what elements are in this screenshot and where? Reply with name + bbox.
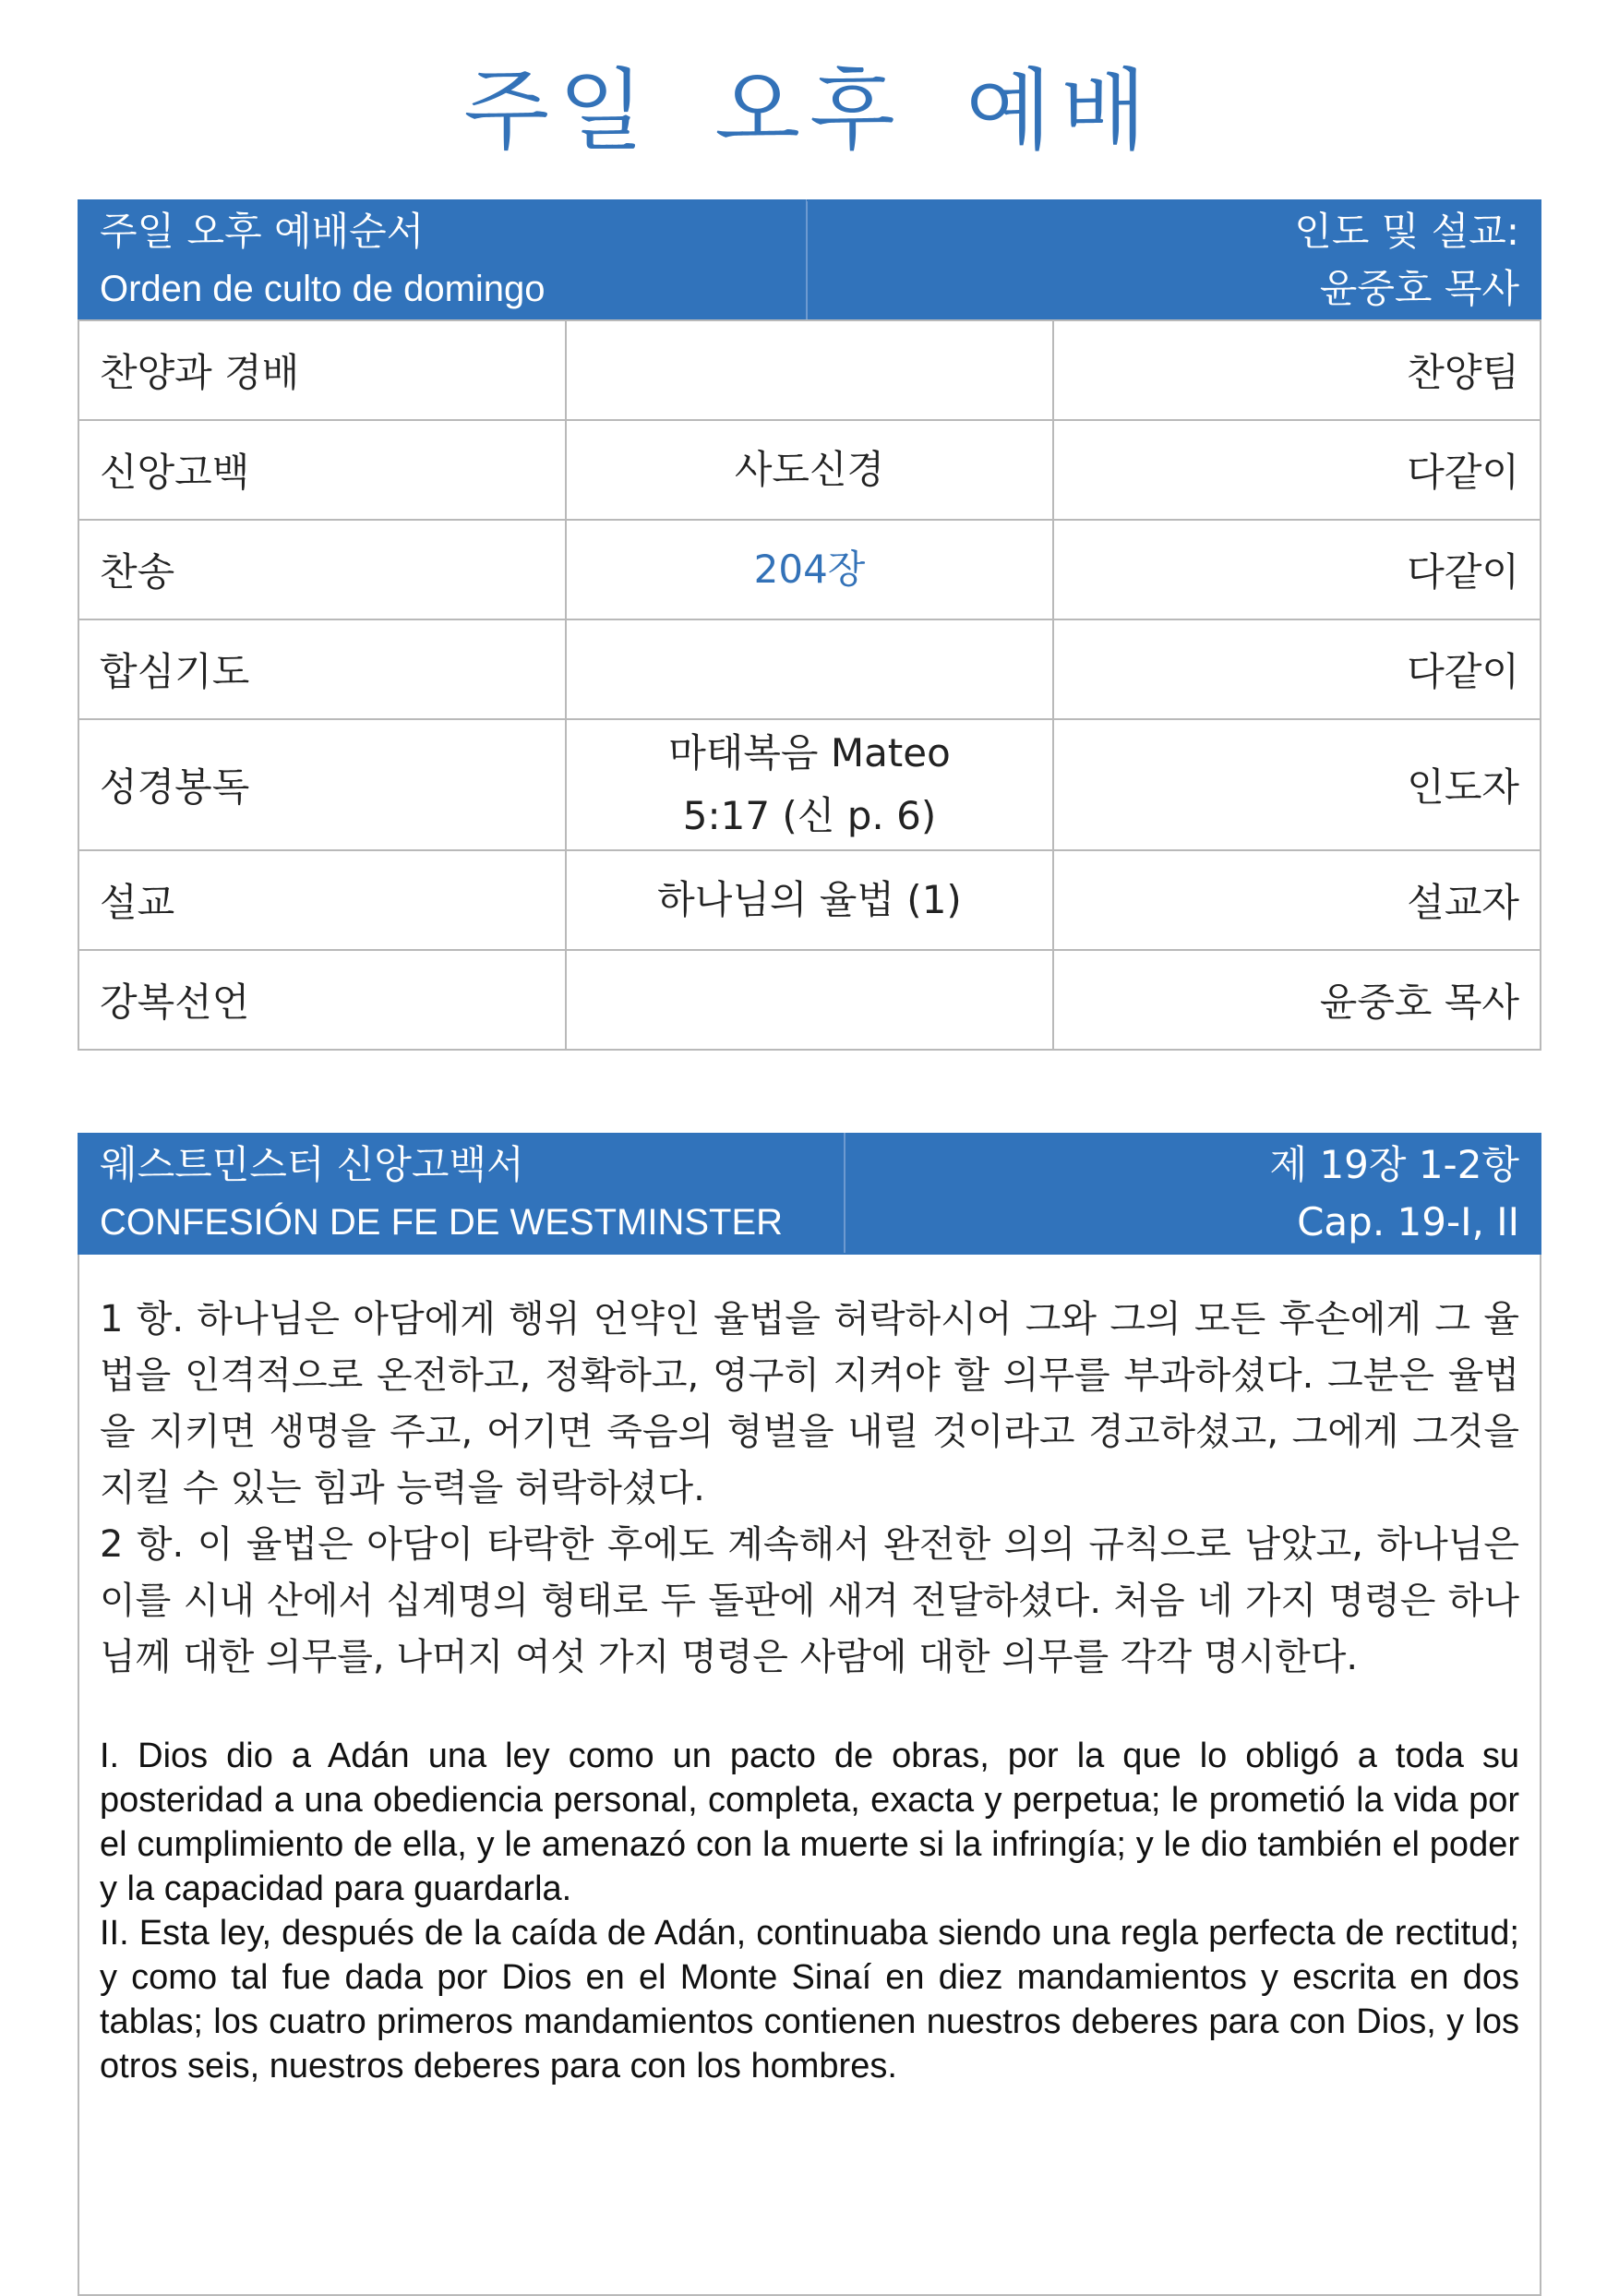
scripture-line-1: 마태복음 Mateo [668,730,951,775]
order-item: 강복선언 [78,950,566,1050]
order-item: 찬양과 경배 [78,320,566,420]
order-title-ko: 주일 오후 예배순서 [100,209,425,254]
order-by: 다같이 [1053,619,1541,719]
order-item: 설교 [78,850,566,950]
order-header-right [807,200,1541,320]
confession-es-paragraph-2: II. Esta ley, después de la caída de Adán, continuaba siendo una regla perfecta de rectitud; y como tal fue dada por Dios en el Monte Sinaí en diez mandamientos y escrita en dos tablas; los cuatro primeros mandamientos contienen nuestros deberes para con Dios, y los otros seis, nuestros deberes para con los hombres. [100,1914,1519,2086]
order-detail [566,320,1053,420]
confession-header-right [845,1134,1541,1254]
order-of-service-table [78,199,1541,321]
order-by: 다같이 [1053,520,1541,619]
order-header-row [78,200,1541,320]
order-by: 설교자 [1053,850,1541,950]
confession-es-paragraph-1: I. Dios dio a Adán una ley como un pacto de obras, por la que lo obligó a toda su posteridad a una obediencia personal, completa, exacta y perpetua; le prometió la vida por el cumplimiento de ella, y le amenazó con la muerte si la infringía; y le dio también el poder y la capacidad para guardarla. [100,1737,1519,1908]
confession-title-es: CONFESIÓN DE FE DE WESTMINSTER [100,1202,784,1243]
order-row [78,950,1541,1050]
confession-header-row [78,1134,1541,1254]
order-by: 인도자 [1053,719,1541,850]
order-by: 윤중호 목사 [1053,950,1541,1050]
sermon-title: 하나님의 율법 (1) [566,850,1053,950]
confession-body [78,1254,1541,2295]
order-detail [566,619,1053,719]
confession-table [78,1133,1541,2296]
confession-ko-paragraph-1: 1 항. 하나님은 아담에게 행위 언약인 율법을 허락하시어 그와 그의 모든 후손에게 그 율법을 인격적으로 온전하고, 정확하고, 영구히 지켜야 할 의무를 부과하셨다. 그분은 율법을 지키면 생명을 주고, 어기면 죽음의 형벌을 내릴 것이라고 경고하셨고, 그에게 그것을 지킬 수 있는 힘과 능력을 허락하셨다. [100,1298,1519,1509]
order-by: 다같이 [1053,420,1541,520]
scripture-line-2: 5:17 (신 p. 6) [682,793,937,838]
leader-label: 인도 및 설교: [1294,209,1519,254]
order-item: 성경봉독 [78,719,566,850]
order-title-es: Orden de culto de domingo [100,269,546,309]
confession-body-row [78,1254,1541,2295]
scripture-reading [566,719,1053,850]
order-item: 합심기도 [78,619,566,719]
chapter-ko: 제 19장 1-2항 [1269,1142,1519,1187]
order-row [78,719,1541,850]
order-row [78,850,1541,950]
order-header-left [78,200,807,320]
order-item: 찬송 [78,520,566,619]
order-row [78,520,1541,619]
hymn-number: 204장 [566,520,1053,619]
order-detail [566,950,1053,1050]
order-rows-table [78,319,1541,1051]
chapter-es: Cap. 19-I, II [1297,1199,1519,1244]
order-by: 찬양팀 [1053,320,1541,420]
order-row [78,320,1541,420]
confession-title-ko: 웨스트민스터 신앙고백서 [100,1142,524,1187]
page-title: 주일 오후 예배 [463,59,1156,162]
confession-ko-paragraph-2: 2 항. 이 율법은 아담이 타락한 후에도 계속해서 완전한 의의 규칙으로 남았고, 하나님은 이를 시내 산에서 십계명의 형태로 두 돌판에 새겨 전달하셨다. 처음 네 가지 명령은 하나님께 대한 의무를, 나머지 여섯 가지 명령은 사람에 대한 의무를 각각 명시한다. [100,1523,1519,1678]
order-detail: 사도신경 [566,420,1053,520]
order-row [78,420,1541,520]
order-row [78,619,1541,719]
confession-header-left [78,1134,845,1254]
leader-name: 윤중호 목사 [1319,266,1519,311]
order-item: 신앙고백 [78,420,566,520]
